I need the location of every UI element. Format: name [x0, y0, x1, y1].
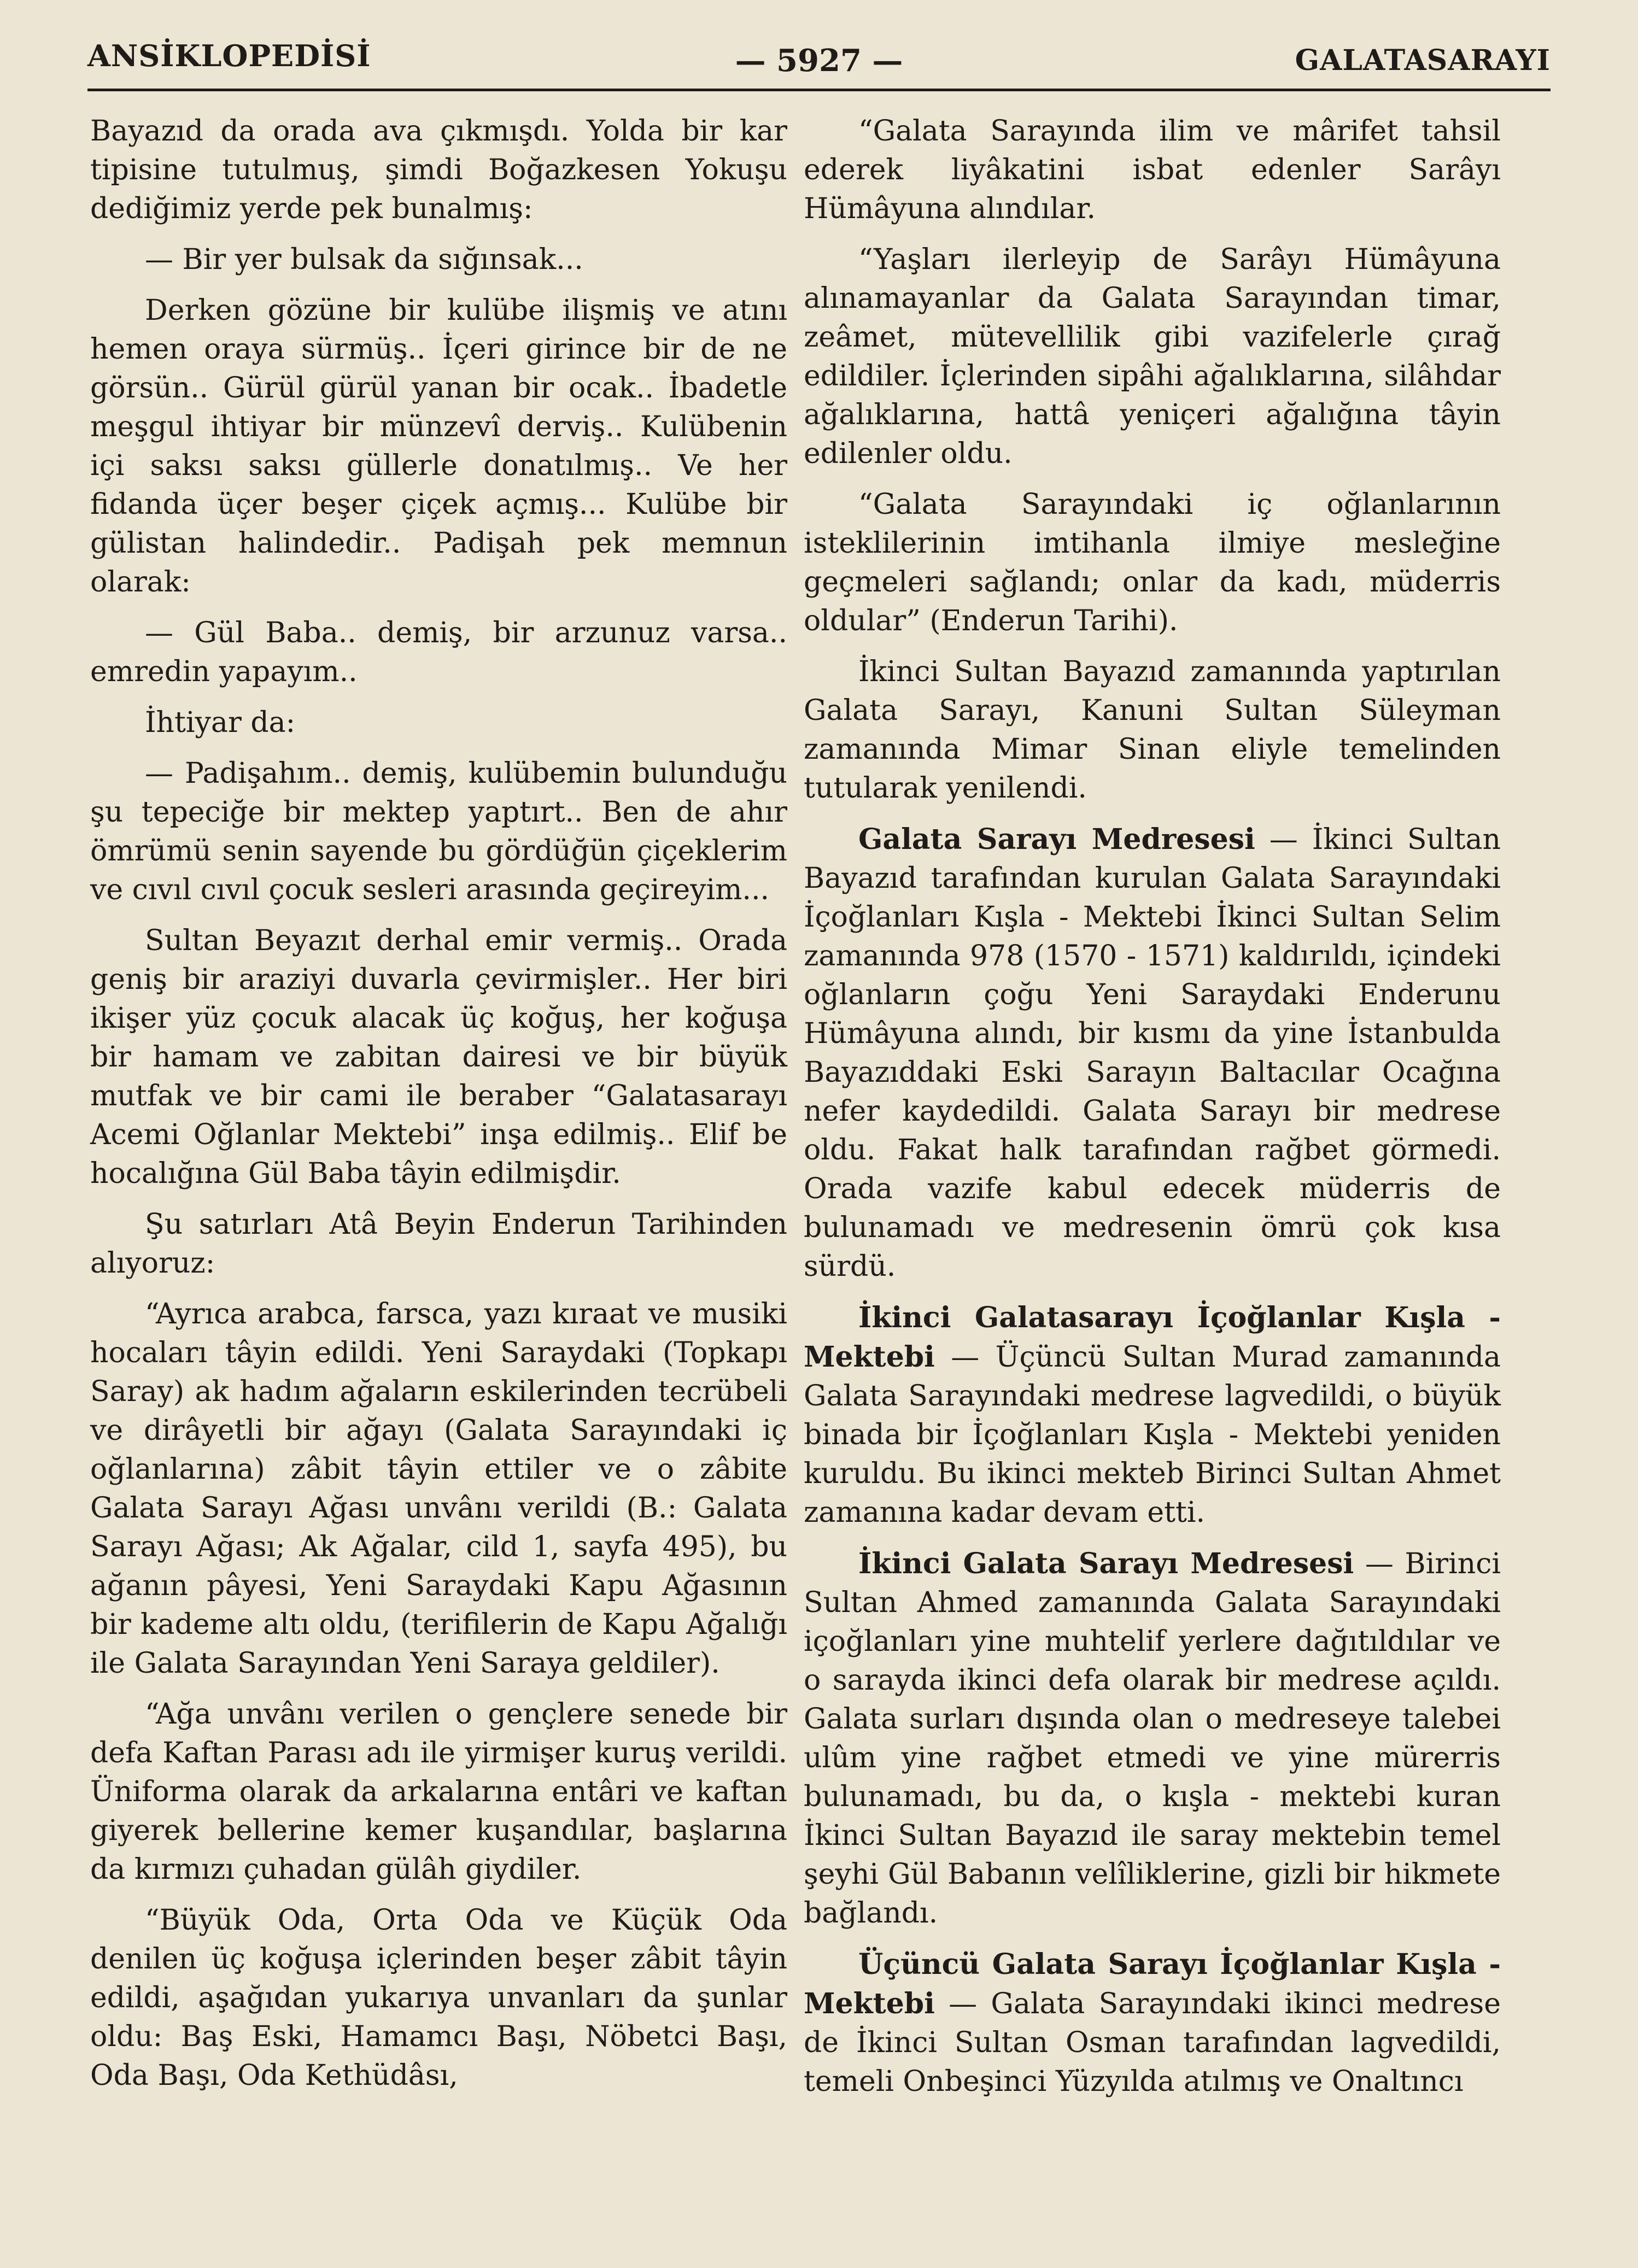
page-header [87, 38, 1551, 87]
section-body: — Birinci Sultan Ahmed zamanında Galata Sarayındaki içoğlanları yine muhtelif yerlere dağıtıldılar ve o sarayda ikinci defa olarak bir medrese açıldı. Galata surları dışında olan o medreseye talebei ulûm yine rağbet etmedi ve yine mürerris bulunamadı, bu da, o kışla - mektebi kuran İkinci Sultan Bayazıd ile saray mektebin temel şeyhi Gül Babanın velîliklerine, gizli bir hikmete bağlandı. [804, 1548, 1501, 1930]
header-entry-title: GALATASARAYI [1295, 44, 1551, 77]
section-heading: Üçüncü Galata Sarayı İçoğlanlar Kışla - Mektebi [804, 1948, 1501, 2020]
section-heading: Galata Sarayı Medresesi [858, 823, 1255, 856]
paragraph: — Gül Baba.. demiş, bir arzunuz varsa.. emredin yapayım.. [90, 617, 787, 688]
section-paragraph [804, 1298, 1501, 1532]
section-paragraph [804, 1544, 1501, 1933]
section-heading: İkinci Galatasarayı İçoğlanlar Kışla - Mektebi [804, 1301, 1501, 1374]
header-page-number: — 5927 — [735, 43, 903, 79]
quote-paragraph: “Ayrıca arabca, farsca, yazı kıraat ve musiki hocaları tâyin edildi. Yeni Saraydaki (Topkapı Saray) ak hadım ağaların eskilerinden tecrübeli ve dirâyetli bir ağayı (Galata Sarayındaki iç oğlanlarına) zâbit tâyin ettiler ve o zâbite Galata Sarayı Ağası unvânı verildi (B.: Galata Sarayı Ağası; Ak Ağalar, cild 1, sayfa 495), bu ağanın pâyesi, Yeni Saraydaki Kapu Ağasının bir kademe altı oldu, (terifilerin de Kapu Ağalığı ile Galata Sarayından Yeni Saraya geldiler). [90, 1298, 787, 1680]
quote-paragraph: “Galata Sarayında ilim ve mârifet tahsil ederek liyâkatini isbat edenler Sarâyı Hümâyuna alındılar. [804, 115, 1501, 225]
section-paragraph [804, 820, 1501, 1286]
quote-paragraph: “Büyük Oda, Orta Oda ve Küçük Oda denilen üç koğuşa içlerinden beşer zâbit tâyin edildi, aşağıdan yukarıya unvanları da şunlar oldu: Baş Eski, Hamamcı Başı, Nöbetci Başı, Oda Başı, Oda Kethüdâsı, [90, 1904, 787, 2092]
left-column [90, 112, 787, 2095]
paragraph: Şu satırları Atâ Beyin Enderun Tarihinden alıyoruz: [90, 1208, 787, 1280]
paragraph: Sultan Beyazıt derhal emir vermiş.. Orada geniş bir araziyi duvarla çevirmişler.. Her biri ikişer yüz çocuk alacak üç koğuş, her koğuşa bir hamam ve zabitan dairesi ve bir büyük mutfak ve bir cami ile beraber “Galatasarayı Acemi Oğlanlar Mektebi” inşa edilmiş.. Elif be hocalığına Gül Baba tâyin edilmişdir. [90, 924, 787, 1190]
quote-paragraph: “Galata Sarayındaki iç oğlanlarının isteklilerinin imtihanla ilmiye mesleğine geçmeleri sağlandı; onlar da kadı, müderris oldular” (Enderun Tarihi). [804, 488, 1501, 637]
paragraph: İhtiyar da: [145, 706, 296, 739]
section-body: — Galata Sarayındaki ikinci medrese de İkinci Sultan Osman tarafından lagvedildi, temeli Onbeşinci Yüzyılda atılmış ve Onaltıncı [804, 1988, 1501, 2098]
paragraph: İkinci Sultan Bayazıd zamanında yaptırılan Galata Sarayı, Kanuni Sultan Süleyman zamanında Mimar Sinan eliyle temelinden tutularak yenilendi. [804, 655, 1501, 805]
paragraph: Bayazıd da orada ava çıkmışdı. Yolda bir kar tipisine tutulmuş, şimdi Boğazkesen Yokuşu dediğimiz yerde pek bunalmış: [90, 115, 787, 225]
header-rule [87, 89, 1551, 91]
section-body: — İkinci Sultan Bayazıd tarafından kurulan Galata Sarayındaki İçoğlanları Kışla - Mektebi İkinci Sultan Selim zamanında 978 (1570 - 1571) kaldırıldı, içindeki oğlanların çoğu Yeni Saraydaki Enderunu Hümâyuna alındı, bir kısmı da yine İstanbulda Bayazıddaki Eski Sarayın Baltacılar Ocağına nefer kaydedildi. Galata Sarayı bir medrese oldu. Fakat halk tarafından rağbet görmedi. Orada vazife kabul edecek müderris de bulunamadı ve medresenin ömrü çok kısa sürdü. [804, 823, 1501, 1283]
header-encyclopedia-title: ANSİKLOPEDİSİ [87, 38, 371, 73]
paragraph: Derken gözüne bir kulübe ilişmiş ve atını hemen oraya sürmüş.. İçeri girince bir de ne görsün.. Gürül gürül yanan bir ocak.. İbadetle meşgul ihtiyar bir münzevî derviş.. Kulübenin içi saksı saksı güllerle donatılmış.. Ve her fidanda üçer beşer çiçek açmış... Kulübe bir gülistan halindedir.. Padişah pek memnun olarak: [90, 294, 787, 599]
section-paragraph [804, 1945, 1501, 2101]
quote-paragraph: “Ağa unvânı verilen o gençlere senede bir defa Kaftan Parası adı ile yirmişer kuruş verildi. Üniforma olarak da arkalarına entâri ve kaftan giyerek bellerine kemer kuşandılar, başlarına da kırmızı çuhadan gülâh giydiler. [90, 1698, 787, 1886]
paragraph: — Bir yer bulsak da sığınsak... [145, 243, 583, 276]
section-heading: İkinci Galata Sarayı Medresesi [858, 1547, 1354, 1580]
paragraph: — Padişahım.. demiş, kulübemin bulunduğu şu tepeciğe bir mektep yaptırt.. Ben de ahır ömrümü senin sayende bu gördüğün çiçeklerim ve cıvıl cıvıl çocuk sesleri arasında geçireyim... [90, 757, 787, 906]
right-column [804, 112, 1501, 2101]
quote-paragraph: “Yaşları ilerleyip de Sarâyı Hümâyuna alınamayanlar da Galata Sarayından timar, zeâmet, mütevellilik gibi vazifelerle çırağ edildiler. İçlerinden sipâhi ağalıklarına, silâhdar ağalıklarına, hattâ yeniçeri ağalığına tâyin edilenler oldu. [804, 243, 1501, 470]
section-body: — Üçüncü Sultan Murad zamanında Galata Sarayındaki medrese lagvedildi, o büyük binada bir İçoğlanları Kışla - Mektebi yeniden kuruldu. Bu ikinci mekteb Birinci Sultan Ahmet zamanına kadar devam etti. [804, 1341, 1501, 1529]
